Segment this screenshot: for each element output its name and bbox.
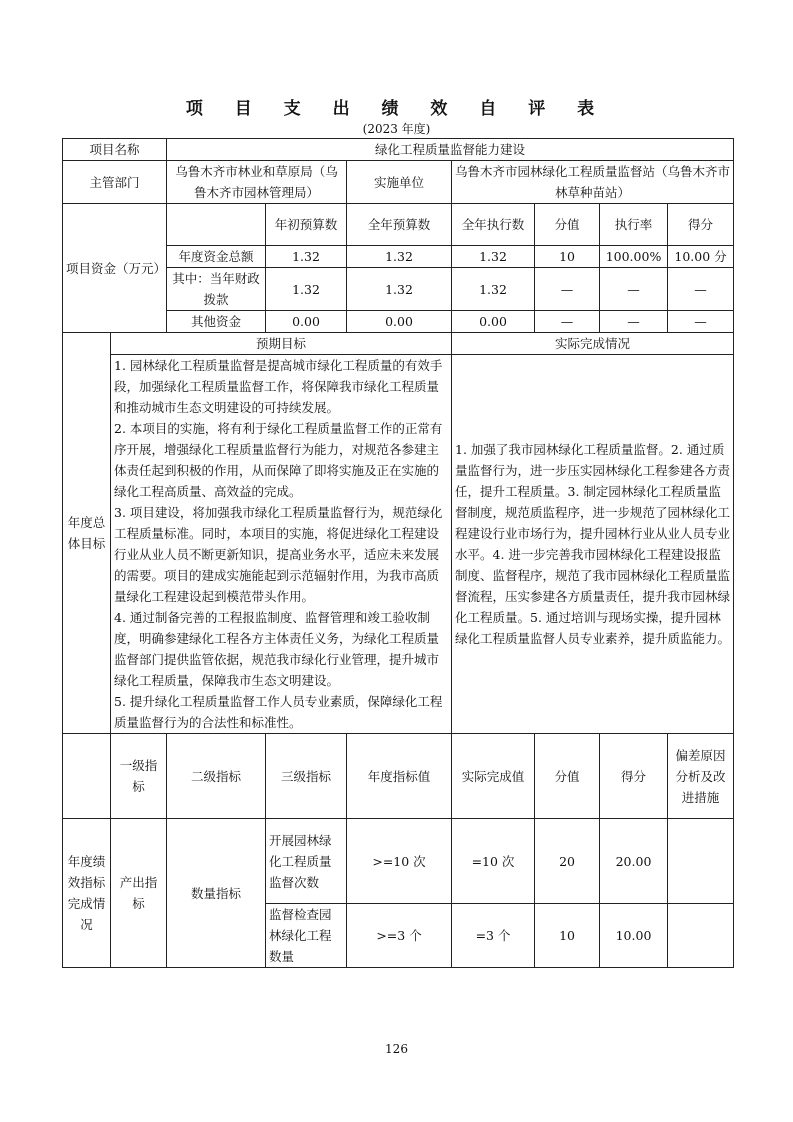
indicator-actual: =10 次: [452, 819, 535, 904]
indicator-header: 偏差原因分析及改进措施: [668, 734, 734, 819]
indicator-target: >=3 个: [347, 904, 452, 968]
indicator-actual: =3 个: [452, 904, 535, 968]
page-number: 126: [385, 1042, 408, 1056]
funds-cell: 1.32: [347, 268, 452, 311]
indicator-target: >=10 次: [347, 819, 452, 904]
funds-cell: —: [535, 311, 600, 333]
indicator-level2: 数量指标: [167, 819, 266, 968]
funds-cell: —: [668, 268, 734, 311]
indicator-got: 10.00: [600, 904, 668, 968]
funds-header: 全年预算数: [347, 204, 452, 246]
funds-cell: 0.00: [452, 311, 535, 333]
indicator-got: 20.00: [600, 819, 668, 904]
goal-paragraph: 4. 通过制备完善的工程报监制度、监督管理和竣工验收制度，明确参建绿化工程各方主体责任义务，为绿化工程质量监督部门提供监管依据，规范我市绿化行业管理，提升城市绿化工程质量，保障我市生态文明建设。: [114, 610, 440, 688]
goal-paragraph: 1. 园林绿化工程质量监督是提高城市绿化工程质量的有效手段，加强绿化工程质量监督工作，将保障我市绿化工程质量和推动城市生态文明建设的可持续发展。: [114, 358, 443, 415]
funds-row-label: 其他资金: [167, 311, 266, 333]
goal-paragraph: 5. 提升绿化工程质量监督工作人员专业素质，保障绿化工程质量监督行为的合法性和标准性。: [114, 694, 443, 730]
indicator-header: 分值: [535, 734, 600, 819]
funds-cell: —: [600, 311, 668, 333]
indicator-level3: 开展园林绿化工程质量监督次数: [266, 819, 347, 904]
indicator-header: 年度指标值: [347, 734, 452, 819]
funds-row-label: 其中：当年财政拨款: [167, 268, 266, 311]
actual-completion-text: 1. 加强了我市园林绿化工程质量监督。2. 通过质量监督行为，进一步压实园林绿化工程参建各方责任，提升工程质量。3. 制定园林绿化工程质量监督制度，规范质监程序，进一步规范了园林绿化工程建设行业市场行为，提升园林行业从业人员专业水平。4. 进一步完善我市园林绿化工程建设报监制度、监督程序，规范了我市园林绿化工程质量监督流程，压实参建各方质量责任，提升我市园林绿化工程质量。5. 通过培训与现场实操，提升园林绿化工程质量监督人员专业素养，提升质监能力。: [452, 355, 734, 734]
dept-label: 主管部门: [63, 161, 167, 204]
expected-goals-text: [111, 355, 452, 734]
funds-header: 得分: [668, 204, 734, 246]
indicator-header: 得分: [600, 734, 668, 819]
funds-header: 年初预算数: [266, 204, 347, 246]
funds-cell: 1.32: [266, 268, 347, 311]
indicator-score: 20: [535, 819, 600, 904]
funds-label: 项目资金（万元）: [63, 204, 167, 333]
self-evaluation-table: [62, 138, 734, 968]
funds-cell: —: [600, 268, 668, 311]
indicator-reason: [668, 904, 734, 968]
unit-value: 乌鲁木齐市园林绿化工程质量监督站（乌鲁木齐市林草种苗站）: [452, 161, 734, 204]
project-name-label: 项目名称: [63, 139, 167, 161]
indicator-header: 一级指标: [111, 734, 167, 819]
funds-cell: 1.32: [347, 246, 452, 268]
funds-row-label: 年度资金总额: [167, 246, 266, 268]
funds-cell: —: [668, 311, 734, 333]
dept-value: 乌鲁木齐市林业和草原局（乌鲁木齐市园林管理局）: [167, 161, 347, 204]
expected-goals-header: 预期目标: [111, 333, 452, 355]
project-name: 绿化工程质量监督能力建设: [167, 139, 734, 161]
page-subtitle: (2023 年度): [362, 122, 431, 136]
funds-cell: 0.00: [347, 311, 452, 333]
indicator-level1: 产出指标: [111, 819, 167, 968]
funds-cell: 10.00 分: [668, 246, 734, 268]
page-title: 项 目 支 出 绩 效 自 评 表: [185, 99, 608, 119]
funds-header: 分值: [535, 204, 600, 246]
goals-label: 年度总体目标: [63, 333, 111, 734]
goal-paragraph: 2. 本项目的实施，将有利于绿化工程质量监督工作的正常有序开展，增强绿化工程质量监督行为能力，对规范各参建主体责任起到积极的作用，从而保障了即将实施及正在实施的绿化工程高质量、高效益的完成。: [114, 421, 443, 499]
funds-header: 全年执行数: [452, 204, 535, 246]
indicator-header: 二级指标: [167, 734, 266, 819]
funds-cell: —: [535, 268, 600, 311]
indicators-section-label: 年度绩效指标完成情况: [63, 819, 111, 968]
indicator-level3: 监督检查园林绿化工程数量: [266, 904, 347, 968]
actual-completion-header: 实际完成情况: [452, 333, 734, 355]
indicator-header: 实际完成值: [452, 734, 535, 819]
unit-label: 实施单位: [347, 161, 452, 204]
indicator-header-blank: [63, 734, 111, 819]
funds-cell: 10: [535, 246, 600, 268]
indicator-score: 10: [535, 904, 600, 968]
funds-header-blank: [167, 204, 266, 246]
goal-paragraph: 3. 项目建设，将加强我市绿化工程质量监督行为，规范绿化工程质量标准。同时，本项目的实施，将促进绿化工程建设行业从业人员不断更新知识，提高业务水平，适应未来发展的需要。项目的建成实施能起到示范辐射作用，为我市高质量绿化工程建设起到模范带头作用。: [114, 505, 443, 604]
funds-cell: 0.00: [266, 311, 347, 333]
funds-cell: 1.32: [452, 268, 535, 311]
funds-header: 执行率: [600, 204, 668, 246]
funds-cell: 1.32: [266, 246, 347, 268]
funds-cell: 100.00%: [600, 246, 668, 268]
indicator-reason: [668, 819, 734, 904]
funds-cell: 1.32: [452, 246, 535, 268]
indicator-header: 三级指标: [266, 734, 347, 819]
